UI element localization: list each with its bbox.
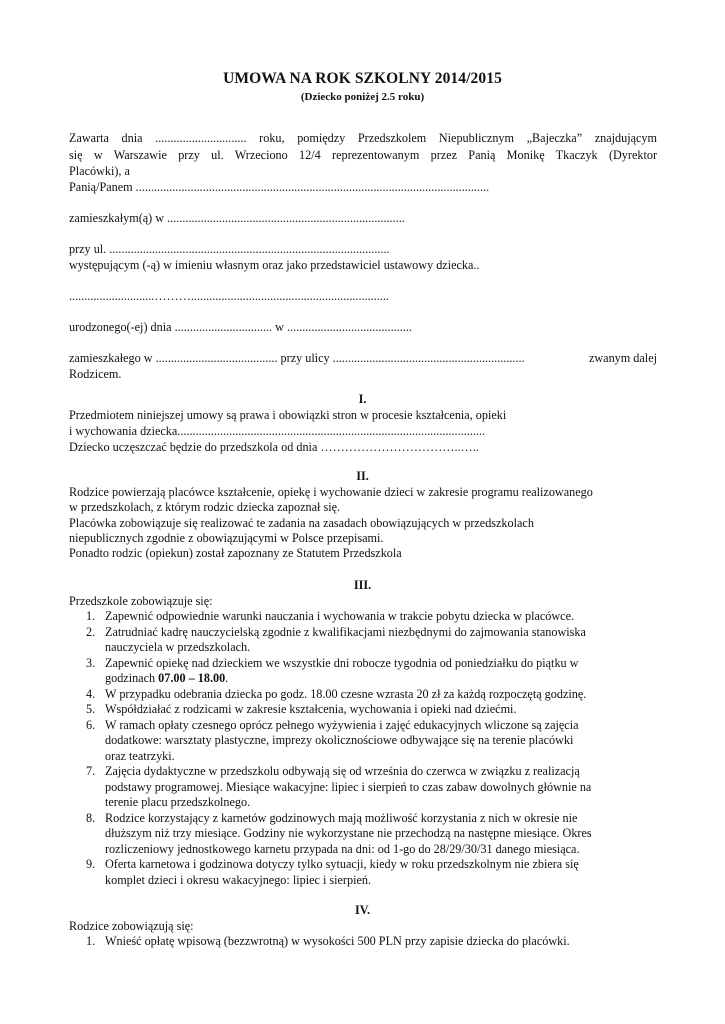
list-number: 7.: [86, 764, 96, 778]
list-number: 9.: [86, 857, 96, 871]
list-item: Oferta karnetowa i godzinowa dotyczy tylko sytuacji, kiedy w roku przedszkolnym nie zbiera się: [105, 857, 579, 871]
intro-line-end: zwanym dalej: [588, 351, 657, 365]
list-item: terenie placu przedszkolnego.: [105, 795, 251, 809]
list-number: 1.: [86, 609, 96, 623]
list-number: 4.: [86, 687, 96, 701]
list-item: Zapewnić odpowiednie warunki nauczania i wychowania w trakcie pobytu dziecka w placówce.: [105, 609, 575, 623]
list-item: Zapewnić opiekę nad dzieckiem we wszystkie dni robocze tygodnia od poniedziałku do piątku w: [105, 656, 579, 670]
section-line: w przedszkolach, z którym rodzic dziecka zapoznał się.: [69, 500, 341, 514]
section-line: Placówka zobowiązuje się realizować te zadania na zasadach obowiązujących w przedszkolach: [69, 516, 534, 530]
section-line: i wychowania dziecka.....................................................................................................: [69, 424, 486, 438]
intro-line: się w Warszawie przy ul. Wrzeciono 12/4 reprezentowanym przez Panią Monikę Tkaczyk (Dyrektor: [69, 148, 657, 162]
list-item-text: godzinach: [105, 671, 159, 685]
section-lead: Przedszkole zobowiązuje się:: [69, 594, 213, 608]
intro-line: Placówki), a: [69, 164, 130, 178]
list-item: W ramach opłaty czesnego oprócz pełnego wyżywienia i zajęć edukacyjnych wliczone są zajęcia: [105, 718, 579, 732]
opening-hours: 07.00 – 18.00: [158, 671, 226, 685]
list-number: 2.: [86, 625, 96, 639]
section-heading: I.: [358, 392, 367, 406]
list-item: rozliczeniowy jednostkowego karnetu przypada na dni: od 1-go do 28/29/30/31 danego miesiąca.: [105, 842, 580, 856]
list-item: podstawy programowej. Miesiące wakacyjne: lipiec i sierpień to czas zabaw dowolnych głównie na: [105, 780, 592, 794]
section-lead: Rodzice zobowiązują się:: [69, 919, 194, 933]
list-item: dodatkowe: warsztaty plastyczne, imprezy okolicznościowe odbywające się na terenie placówki: [105, 733, 574, 747]
section-line: niepublicznych zgodnie z obowiązującymi w Polsce przepisami.: [69, 531, 384, 545]
list-item: [105, 671, 657, 686]
intro-line: występującym (-ą) w imieniu własnym oraz jako przedstawiciel ustawowy dziecka..: [69, 258, 480, 272]
intro-line: urodzonego(-ej) dnia ................................ w .........................................: [69, 320, 412, 334]
list-item-text: .: [225, 671, 229, 685]
document-subtitle: (Dziecko poniżej 2.5 roku): [300, 91, 425, 103]
intro-line: Rodzicem.: [69, 367, 122, 381]
list-number: 1.: [86, 934, 96, 948]
intro-line: zamieszkałym(ą) w ..............................................................................: [69, 211, 405, 225]
list-item: Rodzice korzystający z karnetów godzinowych mają możliwość korzystania z nich w okresie nie: [105, 811, 578, 825]
list-item: Zatrudniać kadrę nauczycielską zgodnie z kwalifikacjami niezbędnymi do zajmowania stanowiska: [105, 625, 586, 639]
section-line: Przedmiotem niniejszej umowy są prawa i obowiązki stron w procesie kształcenia, opieki: [69, 408, 507, 422]
list-number: 5.: [86, 702, 96, 716]
list-item: Zajęcia dydaktyczne w przedszkolu odbywają się od września do czerwca w związku z realizacją: [105, 764, 580, 778]
list-item: dłuższym niż trzy miesiące. Godziny nie wykorzystane nie przechodzą na następne miesiące. Okres: [105, 826, 592, 840]
intro-line: Zawarta dnia .............................. roku, pomiędzy Przedszkolem Niepublicznym „Bajeczka” znajdującym: [69, 131, 657, 145]
section-heading: IV.: [354, 903, 371, 917]
list-item: Współdziałać z rodzicami w zakresie kształcenia, wychowania i opieki nad dziećmi.: [105, 702, 517, 716]
section-line: Ponadto rodzic (opiekun) został zapoznany ze Statutem Przedszkola: [69, 546, 402, 560]
list-number: 6.: [86, 718, 96, 732]
list-item: oraz teatrzyki.: [105, 749, 175, 763]
intro-line: Panią/Panem ....................................................................................................................: [69, 180, 490, 194]
list-item: Wnieść opłatę wpisową (bezzwrotną) w wysokości 500 PLN przy zapisie dziecka do placówki.: [105, 934, 570, 948]
intro-line: ............................……….................................................................: [69, 289, 389, 303]
list-item: nauczyciela w przedszkolach.: [105, 640, 251, 654]
intro-line: przy ul. ............................................................................................: [69, 242, 390, 256]
list-item: komplet dzieci i okresu wakacyjnego: lipiec i sierpień.: [105, 873, 372, 887]
list-number: 8.: [86, 811, 96, 825]
document-title: UMOWA NA ROK SZKOLNY 2014/2015: [223, 70, 502, 87]
section-line: Dziecko uczęszczać będzie do przedszkola od dnia ……………………………..…..: [69, 440, 479, 454]
list-number: 3.: [86, 656, 96, 670]
section-heading: III.: [353, 578, 372, 592]
intro-line: zamieszkałego w ........................................ przy ulicy ...............................................................: [69, 351, 525, 365]
section-line: Rodzice powierzają placówce kształcenie, opiekę i wychowanie dzieci w zakresie programu realizowanego: [69, 485, 593, 499]
list-item: W przypadku odebrania dziecka po godz. 18.00 czesne wzrasta 20 zł za każdą rozpoczętą godzinę.: [105, 687, 587, 701]
section-heading: II.: [356, 469, 369, 483]
